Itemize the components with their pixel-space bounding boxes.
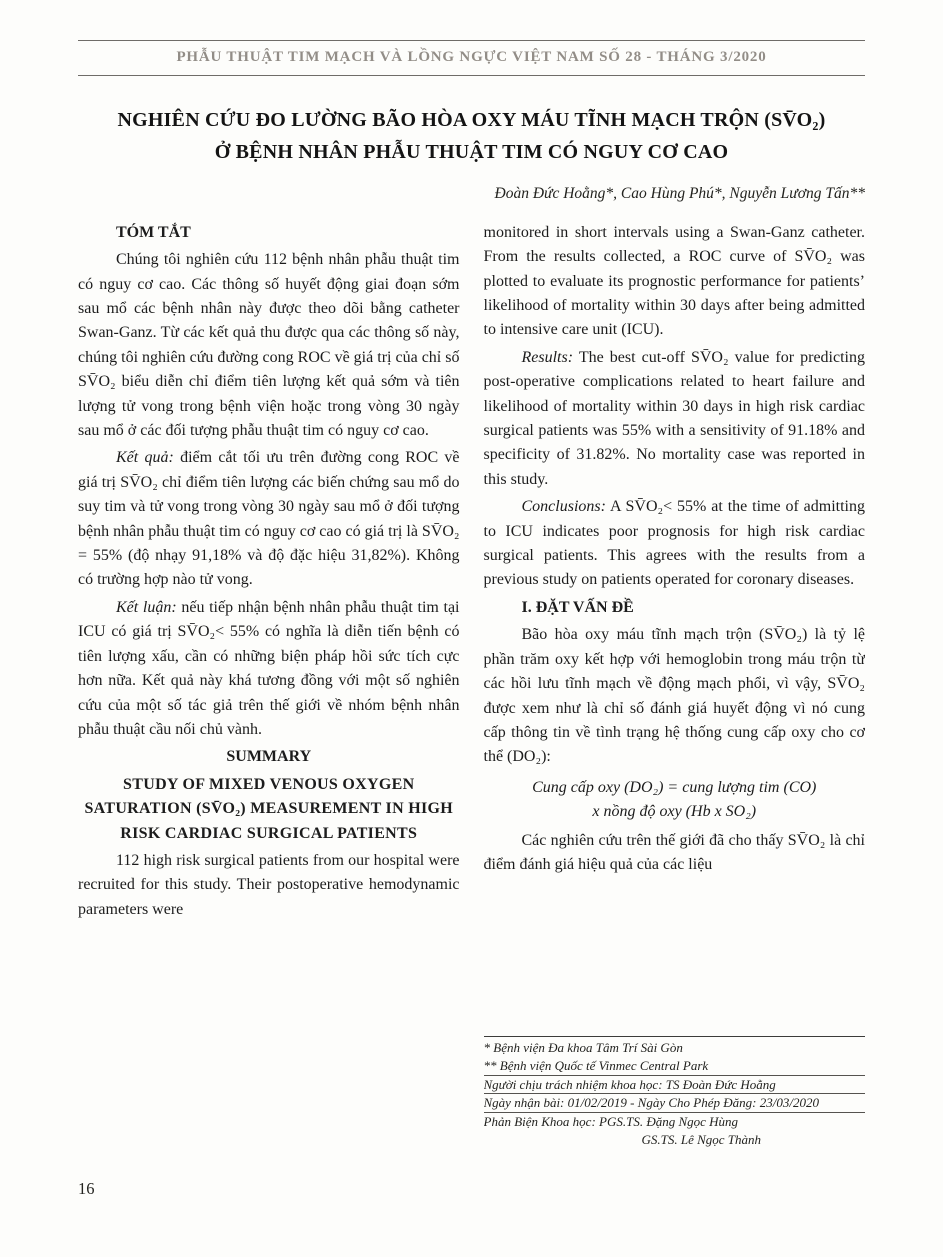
formula-line2: x nồng độ oxy (Hb x SO₂) [592, 803, 757, 821]
article-title-line2: Ở BỆNH NHÂN PHẪU THUẬT TIM CÓ NGUY CƠ CAO [214, 141, 729, 164]
abstract-conclusion-paragraph [78, 596, 460, 742]
left-column [78, 221, 460, 1149]
summary-conclusions-text: A SV̄O₂< 55% at the time of admitting to ICU indicates poor prognosis for high risk cardiac surgical patients. This agrees with the results from a previous study on patients operated for coronary diseases. [483, 498, 865, 589]
oxygen-delivery-formula [484, 776, 866, 825]
summary-heading: SUMMARY [226, 748, 312, 766]
abstract-results-paragraph [78, 446, 460, 592]
right-column [484, 221, 866, 1149]
summary-conclusions-paragraph [484, 495, 866, 593]
introduction-paragraph-2: Các nghiên cứu trên thế giới đã cho thấy SV̄O₂ là chỉ điểm đánh giá hiệu quả của các liệu [483, 831, 865, 873]
footnotes-block [484, 1036, 866, 1149]
article-title [78, 104, 865, 169]
summary-results-text: The best cut-off SV̄O₂ value for predicting post-operative complications related to heart failure and likelihood of mortality within 30 days in high risk cardiac surgical patients was 55% with a sensitivity of 91.18% and specificity of 31.82%. No mortality case was reported in this study. [483, 348, 865, 488]
article-body [78, 221, 865, 1149]
journal-header [78, 40, 865, 76]
abstract-results-text: điểm cắt tối ưu trên đường cong ROC về giá trị SV̄O₂ chỉ điểm tiên lượng các biến chứng sau mổ do suy tim và tử vong trong vòng 30 ngày sau mổ ở đối tượng bệnh nhân phẫu thuật tim có nguy cơ cao có giá trị là SV̄O₂ = 55% (độ nhạy 91,18% và độ đặc hiệu 31,82%). Không có trường hợp nào tử vong. [78, 449, 460, 589]
footnote-affiliation-2: ** Bệnh viện Quốc tế Vinmec Central Park [483, 1057, 709, 1073]
page-number: 16 [78, 1179, 95, 1198]
abstract-results-label: Kết quả: [116, 449, 174, 467]
summary-conclusions-label: Conclusions: [521, 498, 606, 516]
footnote-reviewer-1: Phản Biện Khoa học: PGS.TS. Đặng Ngọc Hùng [484, 1112, 866, 1131]
summary-results-label: Results: [521, 348, 574, 366]
authors-line: Đoàn Đức Hoằng*, Cao Hùng Phú*, Nguyễn Lương Tấn** [494, 184, 865, 202]
footnote-dates: Ngày nhận bài: 01/02/2019 - Ngày Cho Phép Đăng: 23/03/2020 [484, 1093, 866, 1112]
introduction-heading: I. ĐẶT VẤN ĐỀ [521, 598, 634, 616]
footnote-responsible-author: Người chịu trách nhiệm khoa học: TS Đoàn Đức Hoằng [484, 1075, 866, 1094]
introduction-paragraph: Bão hòa oxy máu tĩnh mạch trộn (SV̄O₂) là tỷ lệ phần trăm oxy kết hợp với hemoglobin trong máu trộn từ các hồi lưu tĩnh mạch về động mạch phổi, vì vậy, SV̄O₂ được xem như là chỉ số đánh giá huyết động vì nó cung cấp thông tin về tình trạng hệ thống cung cấp oxy cho cơ thể (DO₂): [483, 626, 865, 766]
summary-paragraph-start: 112 high risk surgical patients from our hospital were recruited for this study. Their postoperative hemodynamic parameters were [78, 851, 460, 918]
abstract-conclusion-label: Kết luận: [116, 598, 177, 616]
summary-paragraph-continued: monitored in short intervals using a Swan-Ganz catheter. From the results collected, a ROC curve of SV̄O₂ was plotted to evaluate its prognostic performance for patients’ likelihood of mortality within 30 days after being admitted to intensive care unit (ICU). [483, 223, 865, 339]
abstract-heading: TÓM TẮT [116, 223, 191, 241]
abstract-conclusion-text: nếu tiếp nhận bệnh nhân phẫu thuật tim tại ICU có giá trị SV̄O₂< 55% có nghĩa là diễn tiến bệnh có tiên lượng xấu, cần có những biện pháp hồi sức tích cực hơn nữa. Kết quả này khá tương đồng với một số nghiên cứu của một số tác giả trên thế giới về nhóm bệnh nhân phẫu thuật cầu nối chủ vành. [78, 598, 460, 738]
summary-english-title: STUDY OF MIXED VENOUS OXYGEN SATURATION (SV̄O₂) MEASUREMENT IN HIGH RISK CARDIAC SURGICAL PATIENTS [84, 775, 453, 842]
summary-results-paragraph [484, 346, 866, 492]
abstract-paragraph: Chúng tôi nghiên cứu 112 bệnh nhân phẫu thuật tim có nguy cơ cao. Các thông số huyết động giai đoạn sớm sau mổ các bệnh nhân này được theo dõi bằng catheter Swan-Ganz. Từ các kết quả thu được qua các thông số này, chúng tôi nghiên cứu đường cong ROC về giá trị của chỉ số SV̄O₂ biểu diễn chỉ điểm tiên lượng kết quả sớm và tiên lượng tử vong trong bệnh viện hoặc trong vòng 30 ngày sau mổ ở các đối tượng phẫu thuật tim có nguy cơ cao. [78, 251, 460, 440]
footnote-affiliation-1: * Bệnh viện Đa khoa Tâm Trí Sài Gòn [484, 1036, 866, 1057]
journal-header-title: PHẪU THUẬT TIM MẠCH VÀ LỒNG NGỰC VIỆT NAM SỐ 28 - THÁNG 3/2020 [176, 49, 767, 65]
footnote-reviewer-2: GS.TS. Lê Ngọc Thành [641, 1131, 762, 1147]
formula-line1: Cung cấp oxy (DO₂) = cung lượng tim (CO) [532, 778, 817, 796]
article-title-line1: NGHIÊN CỨU ĐO LƯỜNG BÃO HÒA OXY MÁU TĨNH MẠCH TRỘN (SV̄O₂) [117, 109, 826, 131]
